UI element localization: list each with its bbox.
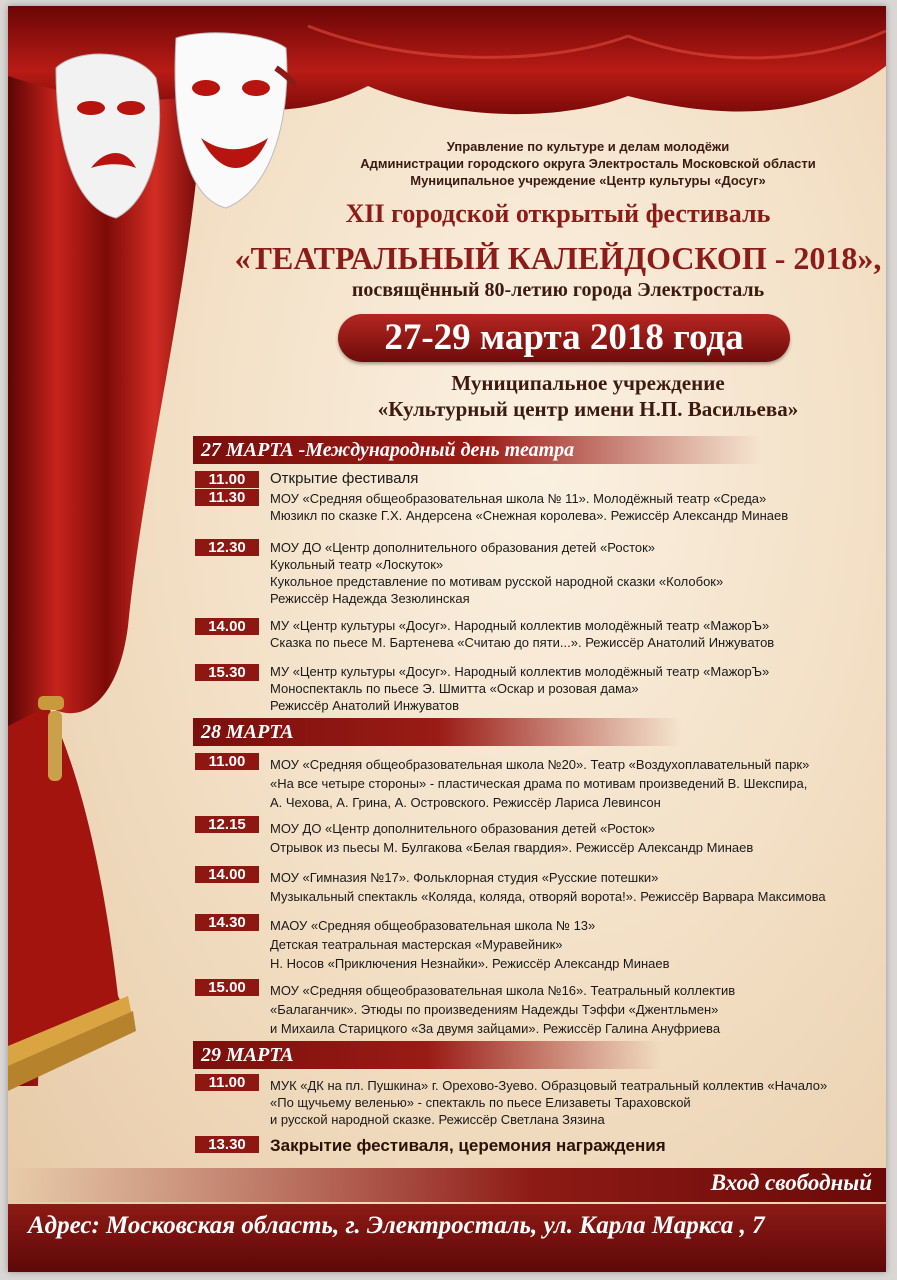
event-text: Кукольный театр «Лоскуток» [270, 557, 444, 572]
event-text: «Балаганчик». Этюды по произведениям Надежды Тэффи «Джентльмен» [270, 1002, 719, 1017]
event-text: МОУ «Средняя общеобразовательная школа №16». Театральный коллектив [270, 983, 736, 998]
event-text: МОУ ДО «Центр дополнительного образования детей «Росток» [270, 821, 656, 836]
organizer-line-1: Управление по культуре и делам молодёжи [446, 139, 730, 154]
event-text: и Михаила Старицкого «За двумя зайцами». Режиссёр Галина Ануфриева [270, 1021, 721, 1036]
event-text: «По щучьему веленью» - спектакль по пьесе Елизаветы Тараховской [270, 1095, 691, 1110]
festival-subtitle: посвящённый 80-летию города Электросталь [351, 279, 765, 301]
event-time: 11.00 [195, 471, 259, 488]
event-text: «На все четыре стороны» - пластическая драма по мотивам произведений В. Шекспира, [270, 776, 808, 791]
event-text: Открытие фестиваля [270, 470, 419, 487]
event-time: 12.15 [195, 816, 259, 833]
event-text: Мюзикл по сказке Г.Х. Андерсена «Снежная королева». Режиссёр Александр Минаев [270, 508, 789, 523]
festival-title-2: «ТЕАТРАЛЬНЫЙ КАЛЕЙДОСКОП - 2018», [234, 240, 882, 276]
free-entry-label: Вход свободный [710, 1170, 872, 1195]
day-header-27: 27 МАРТА -Международный день театра [193, 436, 761, 464]
event-text: Закрытие фестиваля, церемония награждения [270, 1136, 666, 1155]
address-label: Адрес: Московская область, г. Электросталь, ул. Карла Маркса , 7 [28, 1212, 765, 1239]
event-text: МУК «ДК на пл. Пушкина» г. Орехово-Зуево. Образцовый театральный коллектив «Начало» [270, 1078, 828, 1093]
event-text: Отрывок из пьесы М. Булгакова «Белая гвардия». Режиссёр Александр Минаев [270, 840, 754, 855]
organizer-line-2: Администрации городского округа Электросталь Московской области [360, 156, 816, 171]
venue-line-2: «Культурный центр имени Н.П. Васильева» [377, 397, 799, 421]
event-time: 15.00 [195, 979, 259, 996]
event-time: 14.30 [195, 914, 259, 931]
event-text: Музыкальный спектакль «Коляда, коляда, отворяй ворота!». Режиссёр Варвара Максимова [270, 889, 826, 904]
event-time: 11.00 [195, 1074, 259, 1091]
entry-band [8, 1168, 886, 1202]
event-time: 14.00 [195, 618, 259, 635]
event-text: МУ «Центр культуры «Досуг». Народный коллектив молодёжный театр «МажорЪ» [270, 618, 770, 633]
event-text: Режиссёр Надежда Зезюлинская [270, 591, 470, 606]
event-text: А. Чехова, А. Грина, А. Островского. Режиссёр Лариса Левинсон [270, 795, 661, 810]
festival-poster [8, 6, 886, 1272]
festival-dates-banner: 27-29 марта 2018 года [338, 314, 790, 362]
event-time: 13.30 [195, 1136, 259, 1153]
event-time: 12.30 [195, 539, 259, 556]
event-text: Детская театральная мастерская «Муравейник» [270, 937, 563, 952]
organizer-line-3: Муниципальное учреждение «Центр культуры «Досуг» [410, 173, 766, 188]
event-text: Моноспектакль по пьесе Э. Шмитта «Оскар и розовая дама» [270, 681, 639, 696]
event-text: МУ «Центр культуры «Досуг». Народный коллектив молодёжный театр «МажорЪ» [270, 664, 770, 679]
event-time: 11.30 [195, 489, 259, 506]
day-header-29: 29 МАРТА [193, 1041, 661, 1069]
event-text: Н. Носов «Приключения Незнайки». Режиссёр Александр Минаев [270, 956, 670, 971]
event-text: МОУ ДО «Центр дополнительного образования детей «Росток» [270, 540, 656, 555]
event-text: МОУ «Гимназия №17». Фольклорная студия «Русские потешки» [270, 870, 659, 885]
festival-title-1: XII городской открытый фестиваль [345, 199, 771, 228]
event-text: МОУ «Средняя общеобразовательная школа №20». Театр «Воздухоплавательный парк» [270, 757, 810, 772]
event-time: 11.00 [195, 753, 259, 770]
event-time: 15.30 [195, 664, 259, 681]
event-text: и русской народной сказке. Режиссёр Светлана Зязина [270, 1112, 605, 1127]
day-header-28: 28 МАРТА [193, 718, 681, 746]
event-time: 14.00 [195, 866, 259, 883]
event-text: МОУ «Средняя общеобразовательная школа № 11». Молодёжный театр «Среда» [270, 491, 767, 506]
event-text: Сказка по пьесе М. Бартенева «Считаю до пяти...». Режиссёр Анатолий Инжуватов [270, 635, 775, 650]
address-band [8, 1204, 886, 1272]
venue-line-1: Муниципальное учреждение [451, 371, 725, 395]
event-text: Режиссёр Анатолий Инжуватов [270, 698, 459, 713]
event-text: МАОУ «Средняя общеобразовательная школа № 13» [270, 918, 596, 933]
event-text: Кукольное представление по мотивам русской народной сказки «Колобок» [270, 574, 724, 589]
